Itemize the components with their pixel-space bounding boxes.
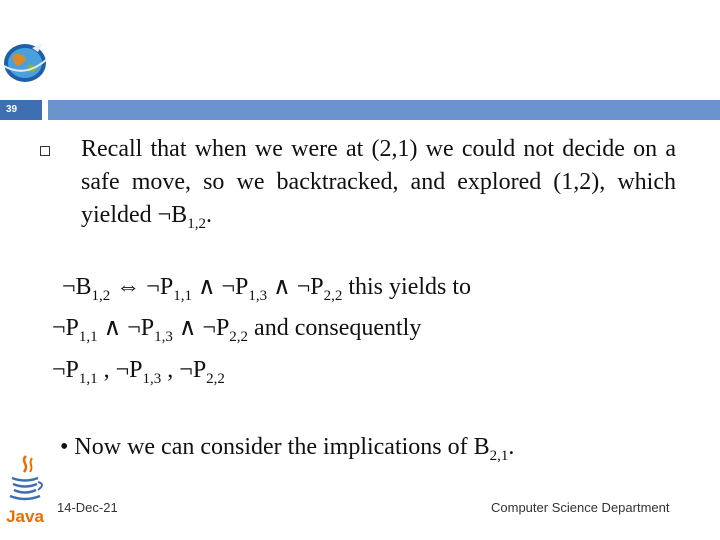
m3-b-sub: 1,3 [142,371,162,387]
m1-a-sub: 1,2 [91,288,111,304]
m1-d: ∧ ¬P [267,274,324,300]
m1-b: ⇔ ¬P [110,274,174,300]
slide-number: 39 [6,104,18,115]
m2-a-sub: 1,1 [78,329,98,345]
m2-a: ¬P [52,315,79,341]
m3-a: ¬P [52,357,79,383]
m1-d-sub: 2,2 [323,288,343,304]
m3-a-sub: 1,1 [78,371,98,387]
now-sub: 2,1 [489,448,509,464]
m3-c-sub: 2,2 [206,371,225,387]
equivalence-line [62,272,471,302]
recall-paragraph [81,133,676,232]
footer-department: Computer Science Department [491,500,670,515]
m1-a: ¬B [62,274,92,300]
m1-c-sub: 1,3 [248,288,268,304]
recall-end: . [205,202,212,228]
m3-b: , ¬P [97,357,143,383]
m2-tail: and consequently [248,315,422,341]
m3-c: , ¬P [161,357,207,383]
footer-date: 14-Dec-21 [57,500,118,515]
now-end: . [508,434,515,460]
m1-tail: this yields to [342,274,472,300]
recall-text: Recall that when we were at (2,1) we could not decide on a safe move, so we backtracked, and explored (1,2), which yielded ¬B [81,136,676,228]
java-logo-text: Java [6,507,44,526]
recall-sub: 1,2 [187,216,206,232]
m1-c: ∧ ¬P [191,274,249,300]
conjunction-line [52,313,421,343]
m2-b-sub: 1,3 [154,329,173,345]
java-logo-icon [4,452,46,528]
m2-b: ∧ ¬P [97,315,155,341]
m1-b-sub: 1,1 [173,288,192,304]
list-line [52,355,225,385]
globe-logo-icon [2,42,48,84]
m2-c: ∧ ¬P [172,315,230,341]
header-bar [48,100,720,120]
square-bullet-icon [40,146,50,156]
now-text: • Now we can consider the implications of B [60,434,490,460]
m2-c-sub: 2,2 [229,329,249,345]
now-bullet [60,431,514,463]
